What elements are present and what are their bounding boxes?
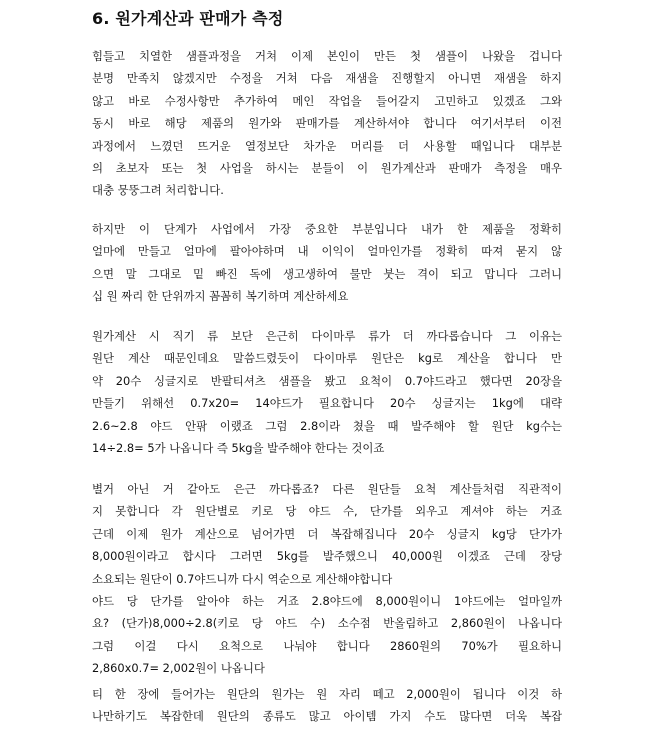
paragraph-3 — [92, 325, 562, 459]
text-line: 원단 계산 때문인데요 말씀드렸듯이 다이마루 원단은 kg로 계산을 합니다 만 — [92, 351, 562, 366]
text-line: 얼마에 만들고 얼마에 팔아야하며 내 이익이 얼마인가를 정확히 따져 묻지 않 — [92, 244, 562, 259]
text-line: 으면 말 그대로 밑 빠진 독에 생고생하여 물만 붓는 격이 되고 맙니다 그러니 — [92, 266, 562, 281]
text-line: 약 20수 싱글지로 반팔티셔츠 샘플을 봤고 요척이 0.7야드라고 했다면 20장을 — [92, 373, 562, 388]
text-line: 않고 바로 수정사항만 추가하여 메인 작업을 들어갈지 고민하고 있겠죠 그와 — [92, 93, 562, 108]
paragraph-2 — [92, 218, 562, 308]
text-line: 2,860x0.7= 2,002원이 나옵니다 — [92, 661, 265, 676]
text-line: 별거 아닌 거 같아도 은근 까다롭죠? 다른 원단들 요척 계산들처럼 직관적이 — [92, 482, 562, 496]
text-line: 그럼 이걸 다시 요척으로 나눠야 합니다 2860원의 70%가 필요하니 — [92, 638, 562, 653]
text-line: 티 한 장에 들어가는 원단의 원가는 원 자리 떼고 2,000원이 됩니다 이것 하 — [92, 687, 562, 701]
text-line: 근데 이제 원가 계산으로 넘어가면 더 복잡해집니다 20수 싱글지 kg당 단가가 — [92, 526, 562, 541]
text-line: 14÷2.8= 5가 나옵니다 즉 5kg을 발주해야 한다는 것이죠 — [92, 441, 385, 456]
text-line: 의 초보자 또는 첫 사업을 하시는 분들이 이 원가계산과 판매가 측정을 매우 — [92, 161, 562, 176]
paragraph-5 — [92, 683, 562, 728]
text-line: 야드 당 단가를 알아야 하는 거죠 2.8야드에 8,000원이니 1야드에는 얼마일까 — [92, 594, 562, 609]
text-line: 동시 바로 해당 제품의 원가와 판매가를 계산하셔야 합니다 여기서부터 이전 — [92, 116, 562, 131]
text-line: 2.6~2.8 야드 안팎 이랬죠 그럼 2.8이라 쳤을 때 발주해야 할 원단 kg수는 — [92, 418, 562, 433]
paragraph-4 — [92, 478, 562, 680]
text-line: 지 못합니다 각 원단별로 키로 당 야드 수, 단가를 외우고 계셔야 하는 거죠 — [92, 504, 562, 519]
text-line: 만들기 위해선 0.7x20= 14야드가 필요합니다 20수 싱글지는 1kg에 대략 — [92, 396, 562, 411]
text-line: 나만하기도 복잡한데 원단의 종류도 많고 아이템 가지 수도 많다면 더욱 복잡 — [92, 709, 562, 724]
text-line: 십 원 짜리 한 단위까지 꼼꼼히 복기하며 계산하세요 — [92, 289, 349, 304]
text-line: 힘들고 치열한 샘플과정을 거쳐 이제 본인이 만든 첫 샘플이 나왔을 겁니다 — [92, 49, 562, 63]
text-line: 요? (단가)8,000÷2.8(키로 당 야드 수) 소수점 반올림하고 2,860원이 나옵니다 — [92, 616, 562, 631]
text-line: 소요되는 원단이 0.7야드니까 다시 역순으로 계산해야합니다 — [92, 571, 393, 586]
text-line: 하지만 이 단계가 사업에서 가장 중요한 부분입니다 내가 한 제품을 정확히 — [92, 222, 562, 236]
text-line: 과정에서 느꼈던 뜨거운 열정보단 차가운 머리를 더 사용할 때입니다 대부분 — [92, 138, 562, 153]
text-line: 8,000원이라고 합시다 그러면 5kg를 발주했으니 40,000원 이겠죠 근데 장당 — [92, 549, 562, 564]
text-line: 분명 만족치 않겠지만 수정을 거쳐 다음 재샘을 진행할지 아니면 재샘을 하지 — [92, 71, 562, 86]
text-line: 대충 뭉뚱그려 처리합니다. — [92, 183, 224, 198]
text-line: 원가계산 시 직기 류 보단 은근히 다이마루 류가 더 까다롭습니다 그 이유는 — [92, 329, 562, 343]
paragraph-1 — [92, 45, 562, 202]
section-heading: 6. 원가계산과 판매가 측정 — [92, 9, 284, 28]
